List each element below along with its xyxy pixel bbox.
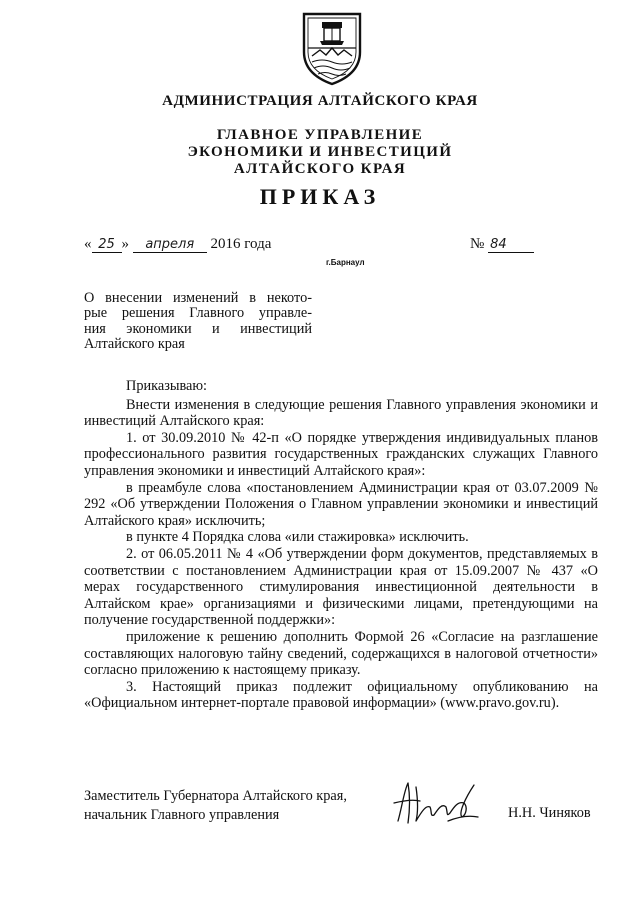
- document-subject: [84, 291, 312, 353]
- city-label: г.Барнаул: [326, 258, 365, 267]
- document-type: ПРИКАЗ: [259, 184, 381, 209]
- signer-position-line: начальник Главного управления: [84, 806, 280, 823]
- document-body: [84, 378, 598, 712]
- subject-line: рые решения Главного управле-: [84, 305, 312, 322]
- subject-line: ния экономики и инвестиций: [84, 320, 312, 337]
- signer-position-line: Заместитель Губернатора Алтайского края,: [84, 788, 347, 804]
- subject-line: Алтайского края: [84, 336, 185, 353]
- body-paragraph: Внести изменения в следующие решения Главного управления экономики и инвестиций Алтайского края:: [84, 396, 598, 430]
- document-date: [84, 236, 271, 253]
- signer-position: [84, 787, 347, 824]
- body-paragraph: в преамбуле слова «постановлением Администрации края от 03.07.2009 № 292 «Об утверждении Положения о Главном управлении экономики и инвестиций Алтайского края» исключить;: [84, 479, 598, 529]
- organization-title: АДМИНИСТРАЦИЯ АЛТАЙСКОГО КРАЯ: [162, 93, 478, 109]
- document-number: [470, 236, 534, 253]
- date-year: 2016 года: [210, 236, 272, 252]
- department-line: ГЛАВНОЕ УПРАВЛЕНИЕ: [216, 127, 424, 143]
- subject-line: О внесении изменений в некото-: [84, 290, 312, 306]
- date-day: 25: [92, 238, 122, 253]
- body-paragraph: в пункте 4 Порядка слова «или стажировка» исключить.: [126, 529, 469, 546]
- date-close-quote: »: [121, 236, 129, 252]
- body-paragraph: 2. от 06.05.2011 № 4 «Об утверждении форм документов, представляемых в соответствии с постановлением Администрации края от 15.09.2007 № 437 «О мерах государственного стимулирования инвестиционной деятельности в Алтайском крае» организациями и физическими лицами, претендующими на получение государственной поддержки»:: [84, 545, 598, 629]
- signer-name: Н.Н. Чиняков: [508, 805, 591, 821]
- date-month: апреля: [133, 238, 207, 253]
- department-line: ЭКОНОМИКИ И ИНВЕСТИЦИЙ: [187, 144, 453, 160]
- coat-of-arms-emblem: [300, 8, 364, 88]
- body-paragraph: приложение к решению дополнить Формой 26 «Согласие на разглашение составляющих налоговую тайну сведений, содержащихся в налоговой отчетности» согласно приложению к настоящему приказу.: [84, 628, 598, 679]
- department-title: [0, 127, 640, 178]
- body-paragraph: 1. от 30.09.2010 № 42-п «О порядке утверждения индивидуальных планов профессионального развития государственных гражданских служащих Главного управления экономики и инвестиций Алтайского края»:: [84, 429, 598, 479]
- body-paragraph: 3. Настоящий приказ подлежит официальному опубликованию на «Официальном интернет-портале правовой информации» (www.pravo.gov.ru).: [84, 678, 598, 712]
- number-label: №: [470, 236, 485, 252]
- department-line: АЛТАЙСКОГО КРАЯ: [233, 161, 407, 177]
- number-value: 84: [488, 238, 534, 253]
- handwritten-signature: [388, 777, 484, 827]
- order-word: Приказываю:: [126, 378, 208, 394]
- date-open-quote: «: [84, 236, 92, 252]
